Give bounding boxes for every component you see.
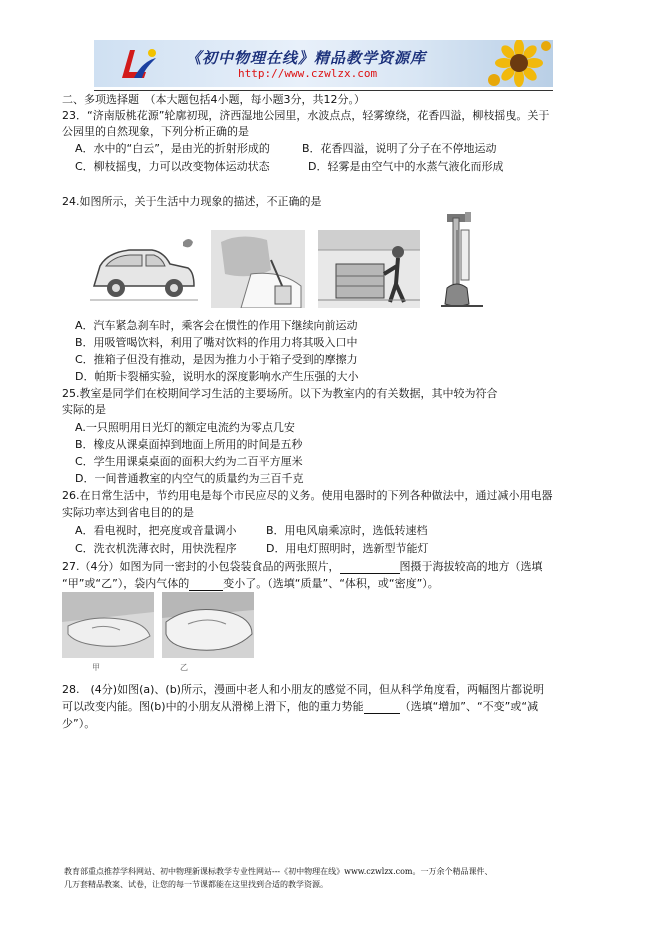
q23-option-a: A．水中的“白云”，是由光的折射形成的: [75, 142, 270, 155]
snack-bag-photo-jia: [62, 592, 154, 658]
q25-option-a: A.一只照明用日光灯的额定电流约为零点几安: [75, 421, 295, 434]
banner-title: 《初中物理在线》精品教学资源库: [186, 49, 427, 67]
q24-option-b: B．用吸管喝饮料，利用了嘴对饮料的作用力将其吸入口中: [75, 336, 358, 349]
q28-line3: 少”）。: [62, 717, 96, 730]
q27-blank-1[interactable]: [340, 561, 400, 574]
q28-line1: 28. (4分)如图(a)、(b)所示，漫画中老人和小朋友的感觉不同，但从科学角度看，两幅图片都说明: [62, 683, 544, 696]
pascal-barrel-illustration: [437, 210, 487, 310]
q23-option-b: B．花香四溢，说明了分子在不停地运动: [302, 142, 497, 155]
header-banner: [94, 40, 553, 87]
footer-line1: 教育部重点推荐学科网站、初中物理新课标教学专业性网站---《初中物理在线》www.czwlzx.com。一万余个精品课件、: [64, 867, 493, 876]
footer-line2: 几万套精品教案、试卷，让您的每一节课都能在这里找到合适的教学资源。: [64, 880, 328, 889]
q27-line2: [62, 576, 439, 591]
q25-option-b: B．橡皮从课桌面掉到地面上所用的时间是五秒: [75, 438, 303, 451]
q27-text-part3: “甲”或“乙”），袋内气体的: [62, 577, 190, 590]
q28-text-part2: （选填“增加”、“不变”或“减: [399, 700, 539, 713]
q26-option-b: B．用电风扇乘凉时，选低转速档: [266, 524, 428, 537]
q26-stem-line1: 26.在日常生活中，节约用电是每个市民应尽的义务。使用电器时的下列各种做法中，通过减小用电器: [62, 489, 553, 502]
logo-icon: [116, 44, 160, 84]
q26-stem-line2: 实际功率达到省电目的的是: [62, 506, 194, 519]
q27-line1: [62, 559, 543, 574]
pushing-box-illustration: [318, 230, 420, 308]
q28-text-part1: 可以改变内能。图(b)中的小朋友从滑梯上滑下，他的重力势能: [62, 700, 364, 713]
sunflower-icon: [486, 40, 553, 87]
q25-option-c: C．学生用课桌桌面的面积大约为二百平方厘米: [75, 455, 303, 468]
q27-text-part1: 27.（4分）如图为同一密封的小包袋装食品的两张照片，: [62, 560, 340, 573]
snack-bag-photo-yi: [162, 592, 254, 658]
q25-stem-line2: 实际的是: [62, 403, 106, 416]
q24-option-a: A．汽车紧急刹车时，乘客会在惯性的作用下继续向前运动: [75, 319, 358, 332]
q28-line2: [62, 699, 538, 714]
straw-drinking-illustration: [211, 230, 305, 308]
caption-jia: 甲: [92, 663, 100, 672]
q27-text-part2: 图摄于海拔较高的地方（选填: [399, 560, 543, 573]
q26-option-c: C．洗衣机洗薄衣时，用快洗程序: [75, 542, 237, 555]
q23-option-d: D．轻雾是由空气中的水蒸气液化而形成: [308, 160, 504, 173]
q25-option-d: D．一间普通教室的内空气的质量约为三百千克: [75, 472, 304, 485]
q27-text-part4: 变小了。（选填“质量”、“体积，或“密度”）。: [223, 577, 439, 590]
q23-option-c: C．柳枝摇曳，力可以改变物体运动状态: [75, 160, 270, 173]
car-braking-illustration: [90, 230, 198, 308]
caption-yi: 乙: [180, 663, 188, 672]
q27-blank-2[interactable]: [189, 578, 223, 591]
q26-option-a: A．看电视时，把亮度或音量调小: [75, 524, 237, 537]
q24-option-c: C．推箱子但没有推动，是因为推力小于箱子受到的摩擦力: [75, 353, 358, 366]
q28-blank[interactable]: [364, 701, 400, 714]
header-rule: [94, 90, 553, 91]
banner-url[interactable]: http://www.czwlzx.com: [238, 67, 378, 80]
q25-stem-line1: 25.教室是同学们在校期间学习生活的主要场所。以下为教室内的有关数据，其中较为符合: [62, 387, 498, 400]
q23-stem-line2: 公园里的自然现象，下列分析正确的是: [62, 125, 249, 138]
q23-stem-line1: 23．“济南版桃花源”轮廓初现，济西湿地公园里，水波点点，轻雾缭绕，花香四溢，柳枝摇曳。关于: [62, 109, 550, 122]
q24-option-d: D．帕斯卡裂桶实验，说明水的深度影响水产生压强的大小: [75, 370, 359, 383]
q26-option-d: D．用电灯照明时，选新型节能灯: [266, 542, 429, 555]
section-header: 二、多项选择题 （本大题包括4小题，每小题3分，共12分。）: [62, 93, 365, 106]
q24-stem: 24.如图所示，关于生活中力现象的描述，不正确的是: [62, 195, 322, 208]
